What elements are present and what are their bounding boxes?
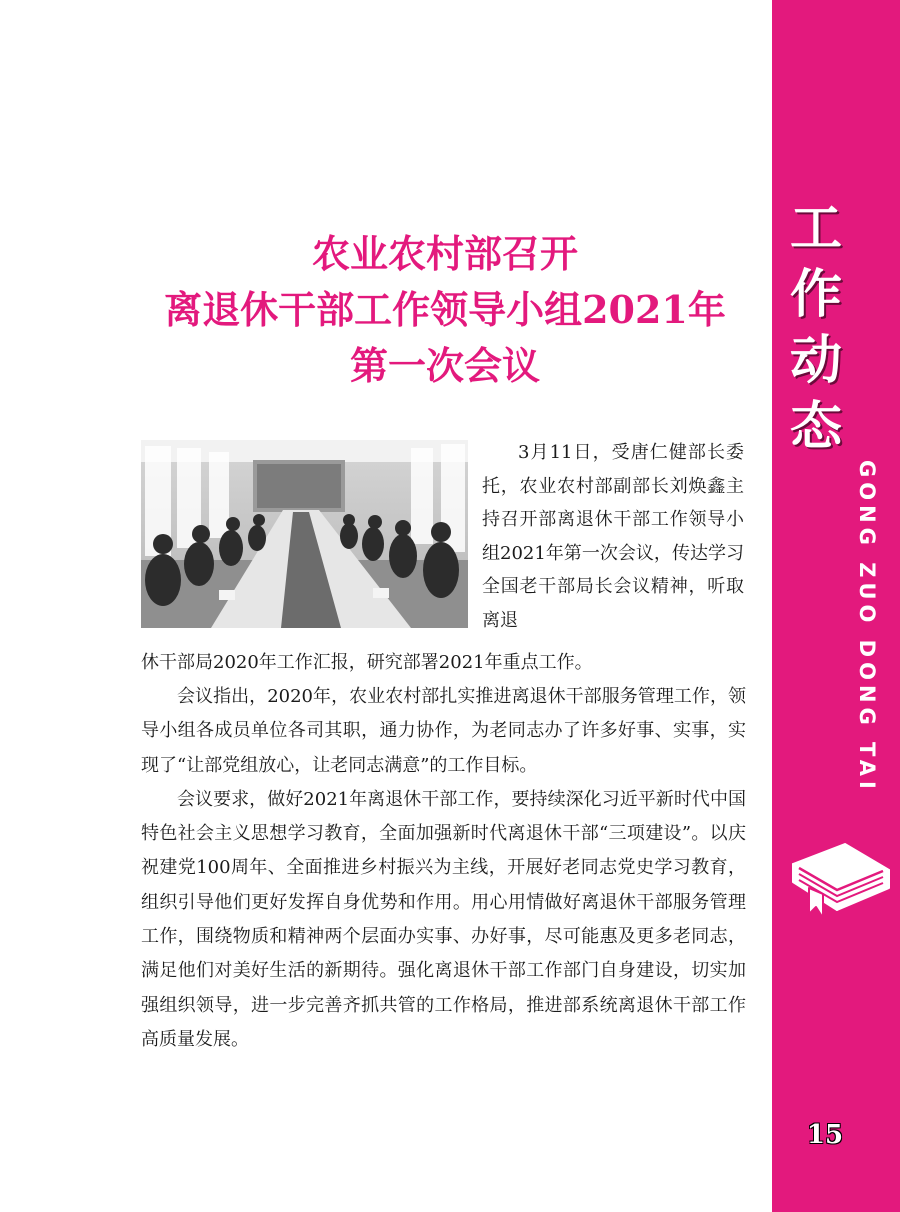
- body-paragraph: 会议指出，2020年，农业农村部扎实推进离退休干部服务管理工作，领导小组各成员单位各司其职，通力协作，为老同志办了许多好事、实事，实现了“让部党组放心，让老同志满意”的工作目标。: [141, 686, 746, 776]
- article-body: [141, 680, 746, 1057]
- meeting-photo: [141, 440, 468, 628]
- section-pinyin: GONG ZUO DONG TAI: [855, 460, 879, 794]
- lead-paragraph: 3月11日，受唐仁健部长委托，农业农村部副部长刘焕鑫主持召开部离退休干部工作领导小组2021年第一次会议，传达学习全国老干部局长会议精神，听取离退: [482, 442, 744, 631]
- section-title-char: 工: [789, 198, 842, 259]
- section-sidebar: [772, 0, 900, 1212]
- lead-paragraph-continuation: 休干部局2020年工作汇报，研究部署2021年重点工作。: [141, 652, 593, 673]
- book-icon: [785, 830, 895, 930]
- article-title-line: 第一次会议: [349, 343, 540, 388]
- article-title-line: 离退休干部工作领导小组2021年: [164, 287, 726, 332]
- section-title: [780, 196, 852, 460]
- section-title-char: 态: [789, 396, 842, 457]
- page-number: 15: [806, 1120, 844, 1150]
- section-title-char: 作: [789, 264, 842, 325]
- article-title: [120, 226, 770, 394]
- article-title-line: 农业农村部召开: [311, 231, 578, 276]
- section-title-char: 动: [789, 330, 842, 391]
- body-paragraph: 会议要求，做好2021年离退休干部工作，要持续深化习近平新时代中国特色社会主义思想学习教育，全面加强新时代离退休干部“三项建设”。以庆祝建党100周年、全面推进乡村振兴为主线，开展好老同志党史学习教育，组织引导他们更好发挥自身优势和作用。用心用情做好离退休干部服务管理工作，围绕物质和精神两个层面办实事、办好事，尽可能惠及更多老同志，满足他们对美好生活的新期待。强化离退休干部工作部门自身建设，切实加强组织领导，进一步完善齐抓共管的工作格局，推进部系统离退休干部工作高质量发展。: [141, 788, 746, 1050]
